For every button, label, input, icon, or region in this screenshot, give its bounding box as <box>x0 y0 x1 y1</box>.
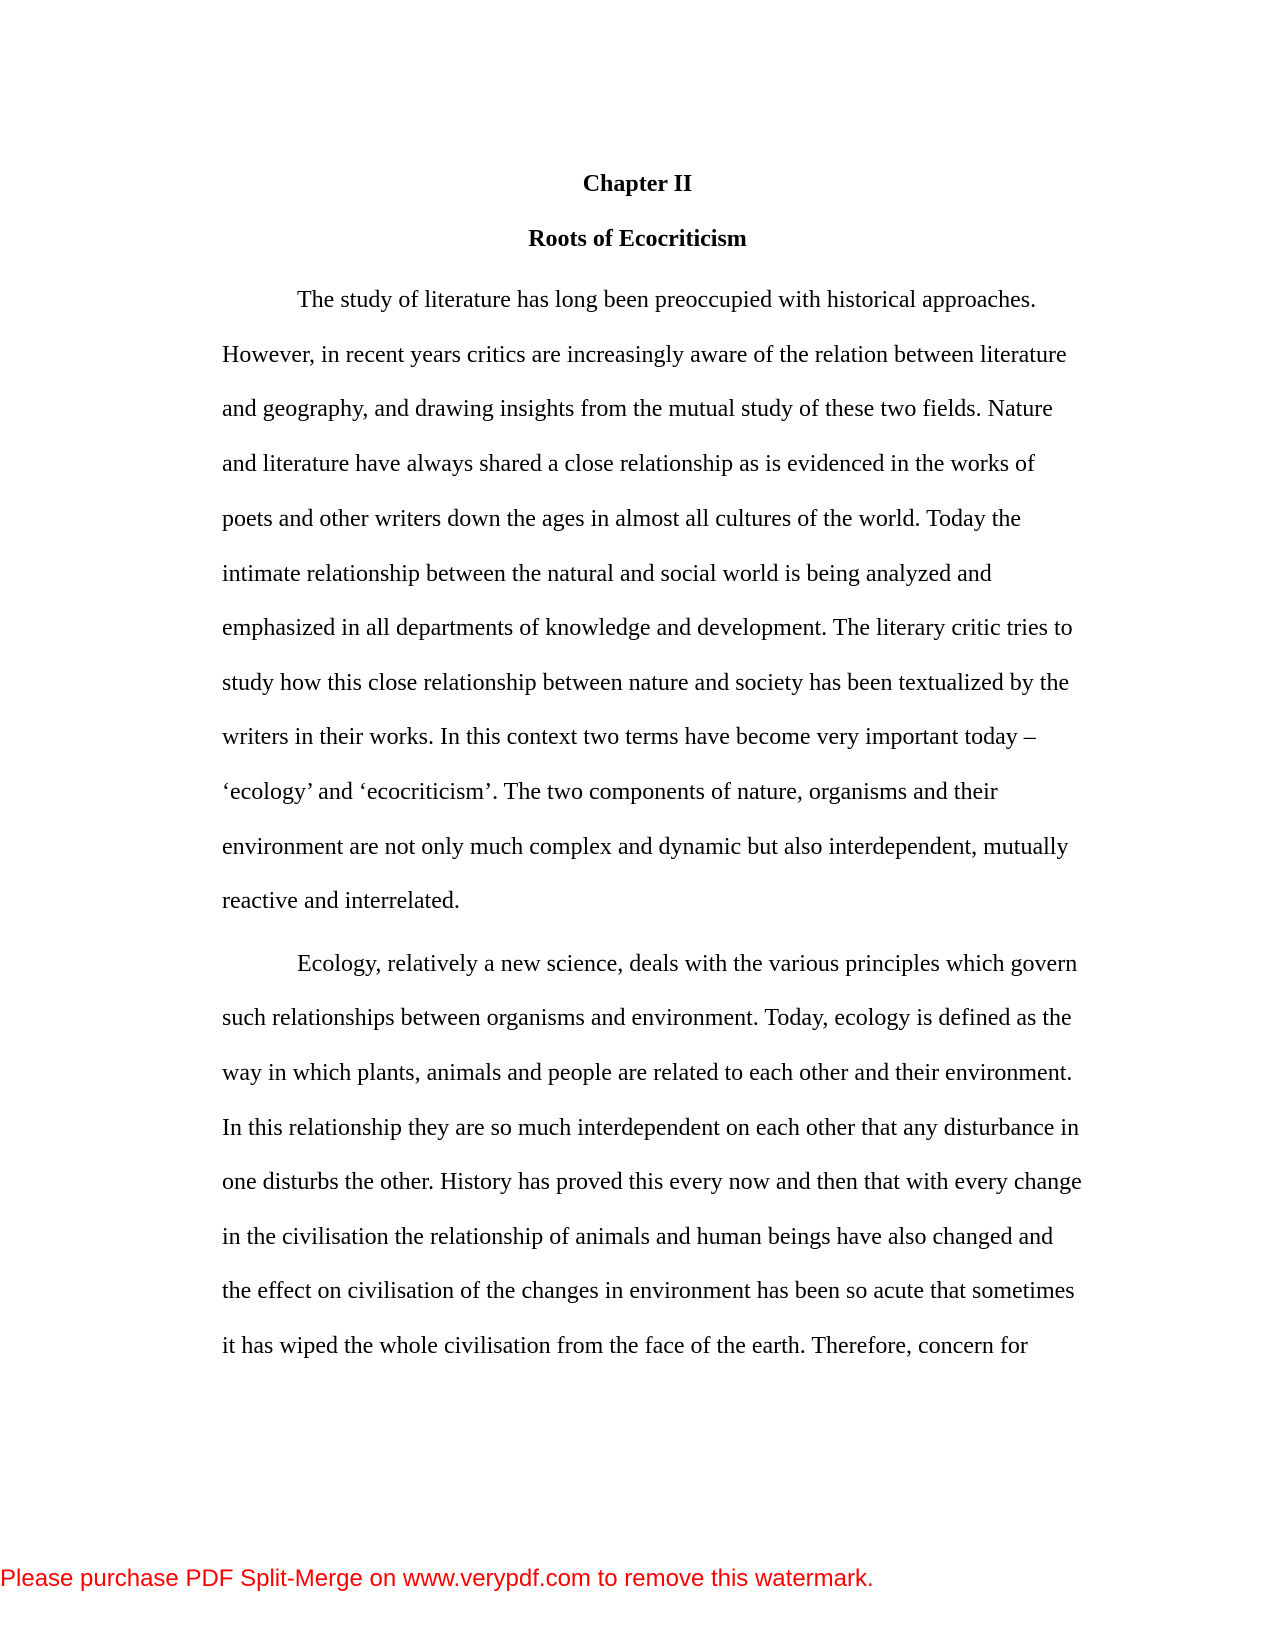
paragraph-line: In this relationship they are so much interdependent on each other that any disturbance in <box>222 1115 1080 1141</box>
paragraph-line: it has wiped the whole civilisation from the face of the earth. Therefore, concern for <box>222 1333 1028 1359</box>
paragraph-line: the effect on civilisation of the changes in environment has been so acute that sometimes <box>222 1278 1075 1304</box>
paragraph-line: such relationships between organisms and environment. Today, ecology is defined as the <box>222 1005 1072 1031</box>
paragraph-line: and literature have always shared a close relationship as is evidenced in the works of <box>222 451 1036 477</box>
paragraph-line: The study of literature has long been preoccupied with historical approaches. <box>297 287 1037 313</box>
paragraph-line: However, in recent years critics are increasingly aware of the relation between literature <box>222 342 1067 368</box>
watermark-text: Please purchase PDF Split-Merge on www.verypdf.com to remove this watermark. <box>0 1565 874 1592</box>
paragraph-line: study how this close relationship between nature and society has been textualized by the <box>222 670 1070 696</box>
paragraph-line: in the civilisation the relationship of animals and human beings have also changed and <box>222 1224 1054 1250</box>
paragraph-line: environment are not only much complex and dynamic but also interdependent, mutually <box>222 834 1069 860</box>
paragraph-line: one disturbs the other. History has proved this every now and then that with every change <box>222 1169 1082 1195</box>
paragraph-line: way in which plants, animals and people are related to each other and their environment. <box>222 1060 1073 1086</box>
paragraph-line: ‘ecology’ and ‘ecocriticism’. The two components of nature, organisms and their <box>222 779 998 805</box>
paragraph-line: reactive and interrelated. <box>222 888 460 914</box>
section-title: Roots of Ecocriticism <box>528 226 747 252</box>
paragraph-line: Ecology, relatively a new science, deals with the various principles which govern <box>297 951 1078 977</box>
chapter-title: Chapter II <box>582 171 693 197</box>
paragraph-line: and geography, and drawing insights from the mutual study of these two fields. Nature <box>222 396 1053 422</box>
paragraph-line: writers in their works. In this context two terms have become very important today – <box>222 724 1036 750</box>
paragraph-line: intimate relationship between the natural and social world is being analyzed and <box>222 561 992 587</box>
paragraph-line: emphasized in all departments of knowledge and development. The literary critic tries to <box>222 615 1073 641</box>
paragraph-line: poets and other writers down the ages in almost all cultures of the world. Today the <box>222 506 1022 532</box>
